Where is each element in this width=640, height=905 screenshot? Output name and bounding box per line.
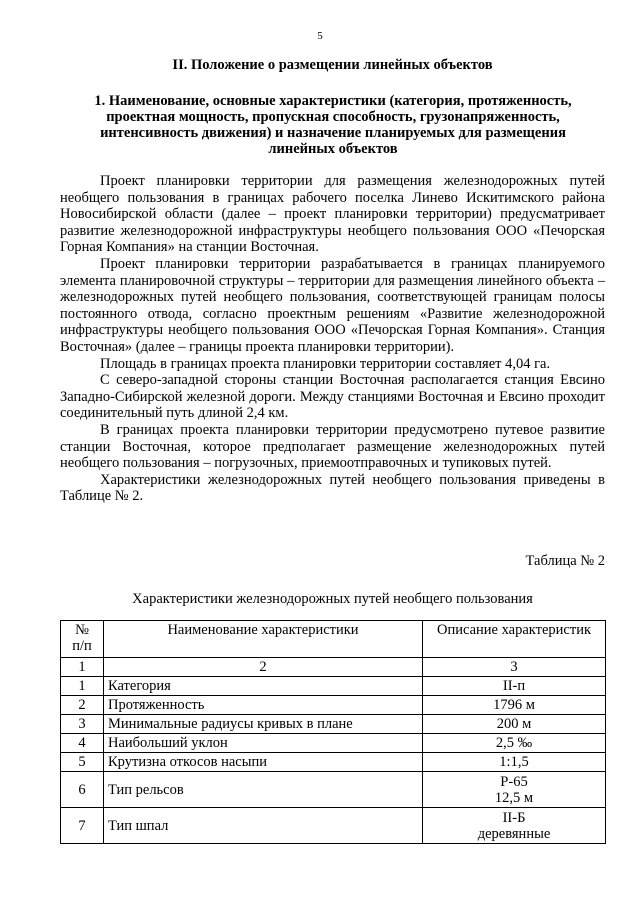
row-num: 1 (61, 677, 104, 696)
paragraph-2: Проект планировки территории разрабатывается в границах планируемого элемента планировочной структуры – территории для размещения линейного объекта – железнодорожных путей необщего пользования, соответствующей границам полосы постоянного отвода, согласно проектным решениям «Развитие железнодорожной инфраструктуры необщего пользования ООО «Печорская Горная Компания». Станция Восточная» (далее – границы проекта планировки территории). (60, 255, 605, 355)
table-header-row (61, 621, 606, 658)
table-row (61, 772, 606, 808)
row-desc-line: 12,5 м (494, 789, 534, 806)
paragraph-1: Проект планировки территории для размещения железнодорожных путей необщего пользования в границах рабочего поселка Линево Искитимского района Новосибирской области (далее – проект планировки территории) предусматривает развитие железнодорожной инфраструктуры необщего пользования ООО «Печорская Горная Компания» на станции Восточная. (60, 173, 605, 256)
characteristics-table (60, 620, 606, 844)
row-num: 4 (61, 734, 104, 753)
row-desc (423, 772, 606, 808)
row-name: Категория (104, 677, 423, 696)
table-row (61, 808, 606, 844)
table-number: Таблица № 2 (525, 553, 605, 569)
paragraph-5: В границах проекта планировки территории предусмотрено путевое развитие станции Восточная, которое предполагает размещение железнодорожных путей необщего пользования – погрузочных, приемоотправочных и тупиковых путей. (60, 421, 605, 472)
row-desc: II-п (423, 677, 606, 696)
table-index-row (61, 658, 606, 677)
table-row (61, 715, 606, 734)
row-desc (423, 808, 606, 844)
header-num-line1: № (75, 622, 89, 638)
row-desc-line: II-Б (502, 809, 526, 826)
row-num: 2 (61, 696, 104, 715)
header-num-line2: п/п (72, 638, 92, 654)
index-cell-1: 1 (61, 658, 104, 677)
row-name: Крутизна откосов насыпи (104, 753, 423, 772)
row-name: Наибольший уклон (104, 734, 423, 753)
table-row (61, 753, 606, 772)
subsection-title: 1. Наименование, основные характеристики (категория, протяженность, проектная мощность, пропускная способность, грузонапряженность, интенсивность движения) и назначение планируемых для размещения линейных объектов (94, 93, 572, 157)
header-num (61, 621, 104, 658)
paragraph-6: Характеристики железнодорожных путей необщего пользования приведены в Таблице № 2. (60, 471, 605, 505)
header-name: Наименование характеристики (104, 621, 423, 658)
row-name: Тип шпал (104, 808, 423, 844)
body-text (60, 173, 605, 505)
row-desc: 1796 м (423, 696, 606, 715)
page-number: 5 (317, 30, 323, 42)
row-num: 5 (61, 753, 104, 772)
row-desc-line: Р-65 (500, 773, 528, 790)
row-num: 3 (61, 715, 104, 734)
row-desc: 200 м (423, 715, 606, 734)
index-cell-2: 2 (104, 658, 423, 677)
row-num: 7 (61, 808, 104, 844)
table-row (61, 696, 606, 715)
row-name: Протяженность (104, 696, 423, 715)
paragraph-3: Площадь в границах проекта планировки территории составляет 4,04 га. (100, 355, 551, 372)
row-desc-line: деревянные (477, 825, 551, 842)
row-num: 6 (61, 772, 104, 808)
row-name: Минимальные радиусы кривых в плане (104, 715, 423, 734)
table-row (61, 677, 606, 696)
table-caption: Характеристики железнодорожных путей необщего пользования (132, 591, 533, 607)
row-desc: 2,5 ‰ (423, 734, 606, 753)
paragraph-4: С северо-западной стороны станции Восточная располагается станция Евсино Западно-Сибирской железной дороги. Между станциями Восточная и Евсино проходит соединительный путь длиной 2,4 км. (60, 372, 605, 422)
row-name: Тип рельсов (104, 772, 423, 808)
table-row (61, 734, 606, 753)
index-cell-3: 3 (423, 658, 606, 677)
header-desc: Описание характеристик (423, 621, 606, 658)
row-desc: 1:1,5 (423, 753, 606, 772)
section-title: II. Положение о размещении линейных объектов (172, 57, 493, 73)
